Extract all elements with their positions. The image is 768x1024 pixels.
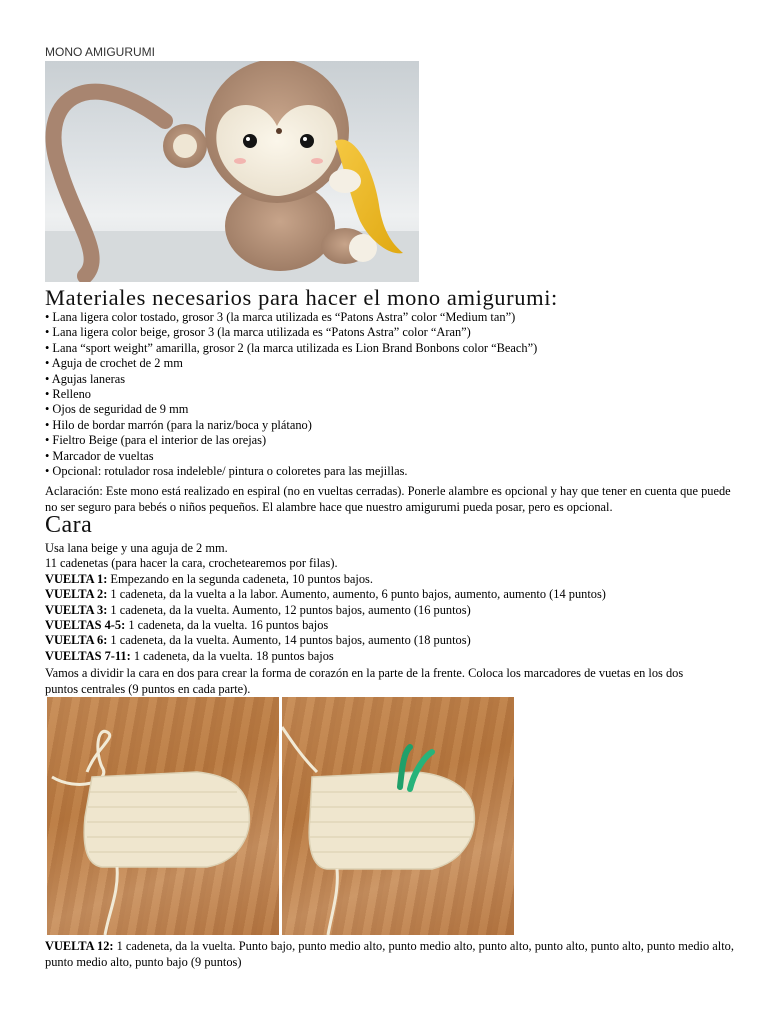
step-label: VUELTA 1:	[45, 571, 108, 586]
step-text: 1 cadeneta, da la vuelta. Punto bajo, punto medio alto, punto medio alto, punto alto, punto alto, punto alto, punto medio alto, punto medio alto, punto bajo (9 puntos)	[45, 939, 734, 969]
list-item: • Agujas laneras	[45, 371, 126, 386]
step-label: VUELTAS 7-11:	[45, 648, 131, 663]
step-line	[45, 587, 735, 602]
cara-heading: Cara	[45, 512, 93, 538]
step-12	[45, 938, 735, 970]
face-photo-right	[282, 697, 514, 935]
step-text: 1 cadeneta, da la vuelta. 18 puntos bajos	[130, 648, 334, 663]
step-line	[45, 618, 735, 633]
list-item: • Lana ligera color beige, grosor 3 (la marca utilizada es “Patons Astra” color “Aran”)	[45, 325, 471, 340]
step-line	[45, 649, 735, 664]
face-photos	[47, 697, 514, 935]
face-photo-left	[47, 697, 279, 935]
step-line	[45, 633, 735, 648]
step-text: 1 cadeneta, da la vuelta a la labor. Aumento, aumento, 6 punto bajos, aumento, aumento (14 puntos)	[107, 587, 606, 602]
list-item: • Ojos de seguridad de 9 mm	[45, 402, 189, 417]
step-label: VUELTA 3:	[45, 602, 108, 617]
step-text: 1 cadeneta, da la vuelta. 16 puntos bajos	[125, 618, 329, 633]
step-text: 1 cadeneta, da la vuelta. Aumento, 12 puntos bajos, aumento (16 puntos)	[107, 602, 471, 617]
materials-list	[45, 310, 537, 479]
list-item: • Marcador de vueltas	[45, 448, 154, 463]
step-label: VUELTA 2:	[45, 587, 108, 602]
document-label: MONO AMIGURUMI	[45, 45, 155, 59]
step-text: Empezando en la segunda cadeneta, 10 puntos bajos.	[107, 571, 373, 586]
step-text: 1 cadeneta, da la vuelta. Aumento, 14 puntos bajos, aumento (18 puntos)	[107, 633, 471, 648]
list-item: • Hilo de bordar marrón (para la nariz/boca y plátano)	[45, 417, 312, 432]
list-item: • Aguja de crochet de 2 mm	[45, 356, 183, 371]
step-line	[45, 572, 735, 587]
step-label: VUELTA 6:	[45, 633, 108, 648]
step-label: VUELTA 12:	[45, 939, 114, 953]
list-item: • Relleno	[45, 387, 91, 402]
list-item: • Lana ligera color tostado, grosor 3 (la marca utilizada es “Patons Astra” color “Medium tan”)	[45, 310, 516, 324]
step-label: VUELTAS 4-5:	[45, 618, 126, 633]
monkey-illustration	[45, 61, 419, 282]
clarification-note: Aclaración: Este mono está realizado en espiral (no en vueltas cerradas). Ponerle alambre es opcional y hay que tener en cuenta que puede no ser seguro para bebés o niños pequeños. El alambre hace que nuestro amigurumi pueda posar, pero es opcional.	[45, 484, 731, 514]
crochet-piece-illustration	[47, 697, 279, 935]
step-line	[45, 603, 735, 618]
intro-line: Usa lana beige y una aguja de 2 mm.	[45, 541, 228, 555]
list-item: • Fieltro Beige (para el interior de las orejas)	[45, 433, 267, 448]
divide-instructions: Vamos a dividir la cara en dos para crear la forma de corazón en la parte de la frente. Coloca los marcadores de vuetas en los dos puntos centrales (9 puntos en cada parte).	[45, 666, 684, 696]
materials-heading: Materiales necesarios para hacer el mono amigurumi:	[45, 285, 558, 310]
intro-line: 11 cadenetas (para hacer la cara, crochetearemos por filas).	[45, 556, 338, 571]
monkey-photo	[45, 61, 419, 282]
list-item: • Lana “sport weight” amarilla, grosor 2 (la marca utilizada es Lion Brand Bonbons color “Beach”)	[45, 340, 538, 355]
list-item: • Opcional: rotulador rosa indeleble/ pintura o coloretes para las mejillas.	[45, 464, 408, 479]
crochet-piece-with-markers-illustration	[282, 697, 514, 935]
cara-instructions	[45, 541, 735, 664]
